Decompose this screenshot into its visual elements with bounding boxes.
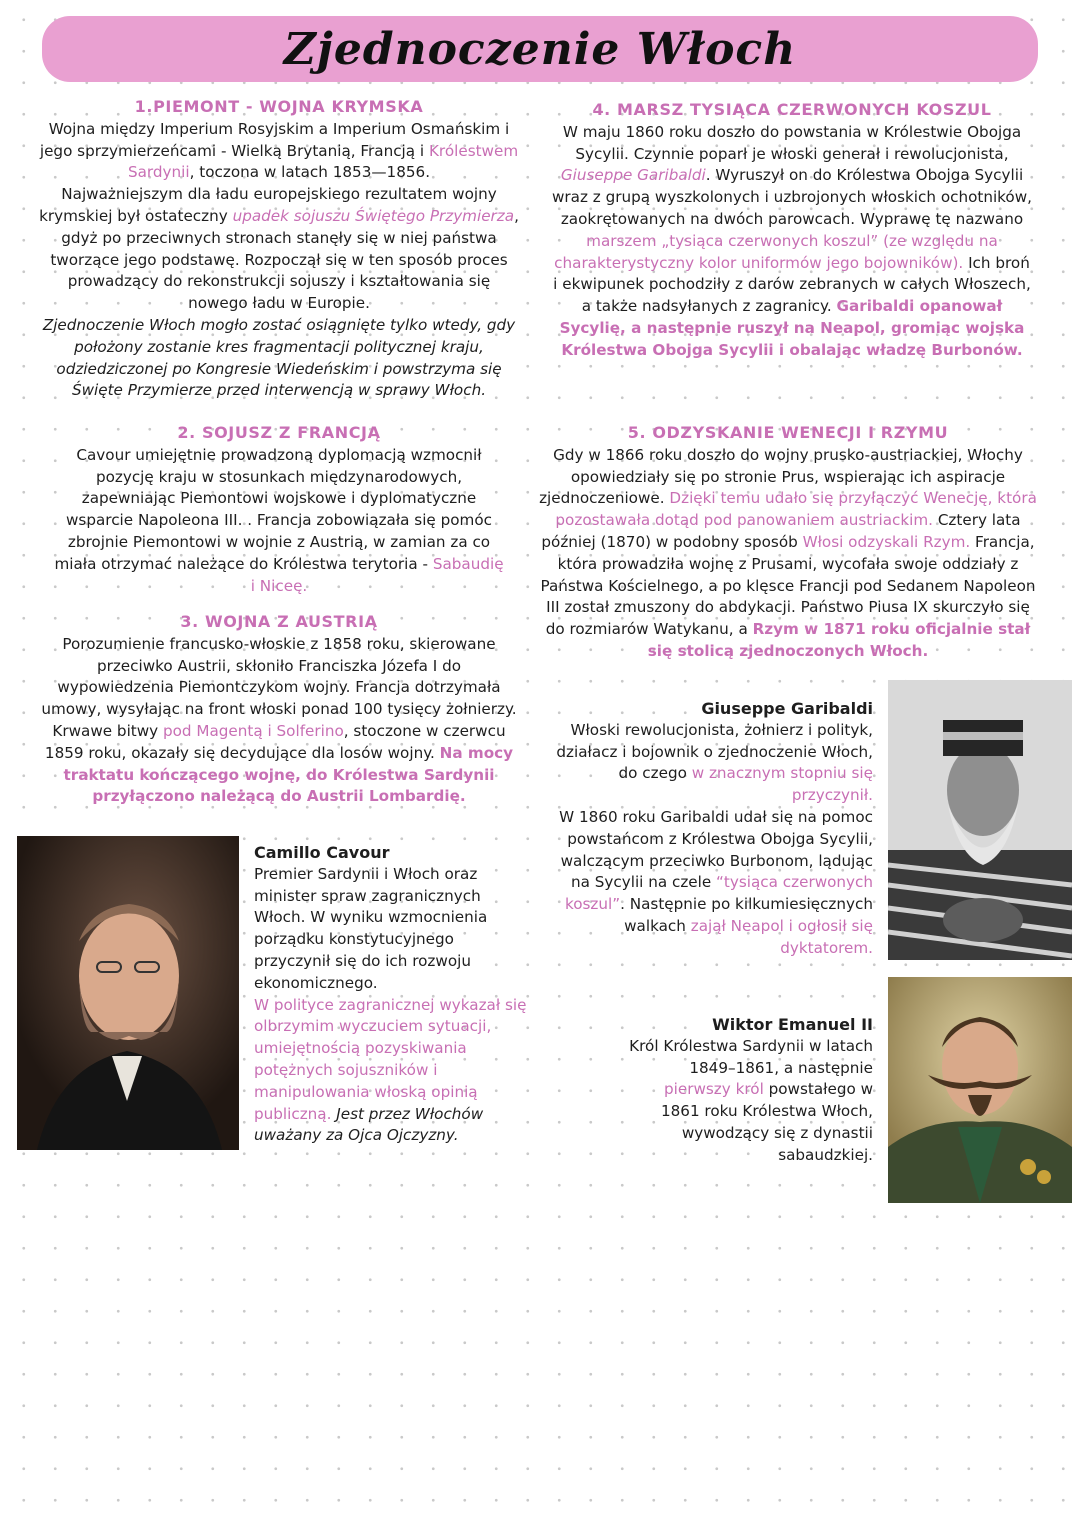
section-paragraph: Gdy w 1866 roku doszło do wojny prusko-austriackiej, Włochy opowiedziały się po stronie Prus, wspierając ich aspiracje zjednoczeniowe. Dzięki temu udało się przyłączyć Wenecję, która pozostawała dotąd pod panowaniem austriackim. Cztery lata później (1870) w podobny sposób Włosi odzyskali Rzym. Francja, która prowadziła wojnę z Prusami, wycofała swoje oddziały z Państwa Kościelnego, a po klęsce Francji pod Sedanem Napoleon III został zmuszony do abdykacji. Państwo Piusa IX skurczyło się do rozmiarów Watykanu, a Rzym w 1871 roku oficjalnie stał się stolicą zjednoczonych Włoch. (539, 445, 1037, 660)
bio-garibaldi (540, 698, 873, 960)
portrait-garibaldi (888, 680, 1072, 960)
section-paragraph: Wojna między Imperium Rosyjskim a Imperium Osmańskim i jego sprzymierzeńcami - Wielką Brytanią, Francją i Królestwem Sardynii, toczona w latach 1853—1856. (39, 119, 519, 182)
bio-cavour (254, 842, 534, 1147)
section-war-with-austria (38, 611, 520, 808)
portrait-victor-emmanuel (888, 977, 1072, 1203)
bio-paragraph: Włoski rewolucjonista, żołnierz i polityk, działacz i bojownik o zjednoczenie Włoch, do czego w znacznym stopniu się przyczynił. (556, 720, 873, 805)
title-banner (42, 16, 1038, 82)
section-venice-and-rome (536, 422, 1040, 663)
section-heading: 2. SOJUSZ Z FRANCJĄ (177, 423, 381, 442)
portrait-cavour (17, 836, 239, 1150)
bio-name: Wiktor Emanuel II (712, 1015, 873, 1034)
bio-paragraph: Król Królestwa Sardynii w latach 1849–1861, a następnie pierwszy król powstałego w 1861 roku Królestwa Włoch, wywodzący się z dynastii sabaudzkiej. (629, 1036, 873, 1164)
section-paragraph: Zjednoczenie Włoch mogło zostać osiągnięte tylko wtedy, gdy położony zostanie kres fragmentacji politycznej kraju, odziedziczonej po Kongresie Wiedeńskim i powstrzyma się Święte Przymierze przed interwencją w sprawy Włoch. (42, 315, 516, 400)
page-title: Zjednoczenie Włoch (283, 24, 797, 75)
section-piemont-crimean-war (38, 96, 520, 402)
section-alliance-with-france (50, 422, 508, 597)
bio-name: Giuseppe Garibaldi (701, 699, 873, 718)
bio-victor-emmanuel (626, 1014, 873, 1167)
bio-paragraph: W 1860 roku Garibaldi udał się na pomoc powstańcom z Królestwa Obojga Sycylii, walczącym przeciwko Burbonom, lądując na Sycylii na czele “tysiąca czerwonych koszul”. Następnie po kilkumiesięcznych walkach zajął Neapol i ogłosił się dyktatorem. (559, 807, 873, 957)
bio-paragraph: W polityce zagranicznej wykazał się olbrzymim wyczuciem sytuacji, umiejętnością pozyskiwania potężnych sojuszników i manipulowania włoską opinią publiczną. Jest przez Włochów uważany za Ojca Ojczyzny. (254, 995, 527, 1145)
section-paragraph: Najważniejszym dla ładu europejskiego rezultatem wojny krymskiej był ostateczny upadek sojuszu Świętego Przymierza, gdyż po przeciwnych stronach stanęły się w niej państwa tworzące jego podstawę. Rozpoczął się w ten sposób proces prowadzący do rekonstrukcji sojuszy i kształtowania się nowego ładu w Europie. (39, 185, 519, 313)
section-paragraph: Cavour umiejętnie prowadzoną dyplomacją wzmocnił pozycję kraju w stosunkach międzynarodowych, zapewniając Piemontowi wojskowe i dyplomatyczne wsparcie Napoleona III. . Francja zobowiązała się pomóc zbrojnie Piemontowi w wojnie z Austrią, w zamian za co miała otrzymać należące do Królestwa terytoria - Sabaudię i Niceę. (54, 445, 504, 595)
section-march-of-thousand (552, 99, 1032, 362)
section-heading: 4. MARSZ TYSIĄCA CZERWONYCH KOSZUL (592, 100, 992, 119)
section-paragraph: W maju 1860 roku doszło do powstania w Królestwie Obojga Sycylii. Czynnie poparł je włoski generał i rewolucjonista, Giuseppe Garibaldi. Wyruszył on do Królestwa Obojga Sycylii wraz z grupą wyszkolonych i uzbrojonych włoskich ochotników, zaokrętowanych na dwóch parowcach. Wyprawę tę nazwano marszem „tysiąca czerwonych koszul” (ze względu na charakterystyczny kolor uniformów jego bojowników). Ich broń i ekwipunek pochodziły z darów zebranych w całych Włoszech, a także nadsyłanych z zagranicy. Garibaldi opanował Sycylię, a następnie ruszył na Neapol, gromiąc wojska Królestwa Obojga Sycylii i obalając władzę Burbonów. (552, 122, 1032, 359)
bio-name: Camillo Cavour (254, 843, 390, 862)
section-paragraph: Porozumienie francusko-włoskie z 1858 roku, skierowane przeciwko Austrii, skłoniło Franciszka Józefa I do wypowiedzenia Piemontczykom wojny. Francja dotrzymała umowy, wysyłając na front włoski ponad 100 tysięcy żołnierzy. Krwawe bitwy pod Magentą i Solferino, stoczone w czerwcu 1859 roku, okazały się decydujące dla losów wojny. Na mocy traktatu kończącego wojnę, do Królestwa Sardynii przyłączono należącą do Austrii Lombardię. (41, 634, 517, 806)
section-heading: 5. ODZYSKANIE WENECJI I RZYMU (627, 423, 949, 442)
bio-paragraph: Premier Sardynii i Włoch oraz minister spraw zagranicznych Włoch. W wyniku wzmocnienia porządku konstytucyjnego przyczynił się do ich rozwoju ekonomicznego. (254, 864, 488, 992)
section-heading: 3. WOJNA Z AUSTRIĄ (180, 612, 378, 631)
section-heading: 1.PIEMONT - WOJNA KRYMSKA (134, 97, 424, 116)
